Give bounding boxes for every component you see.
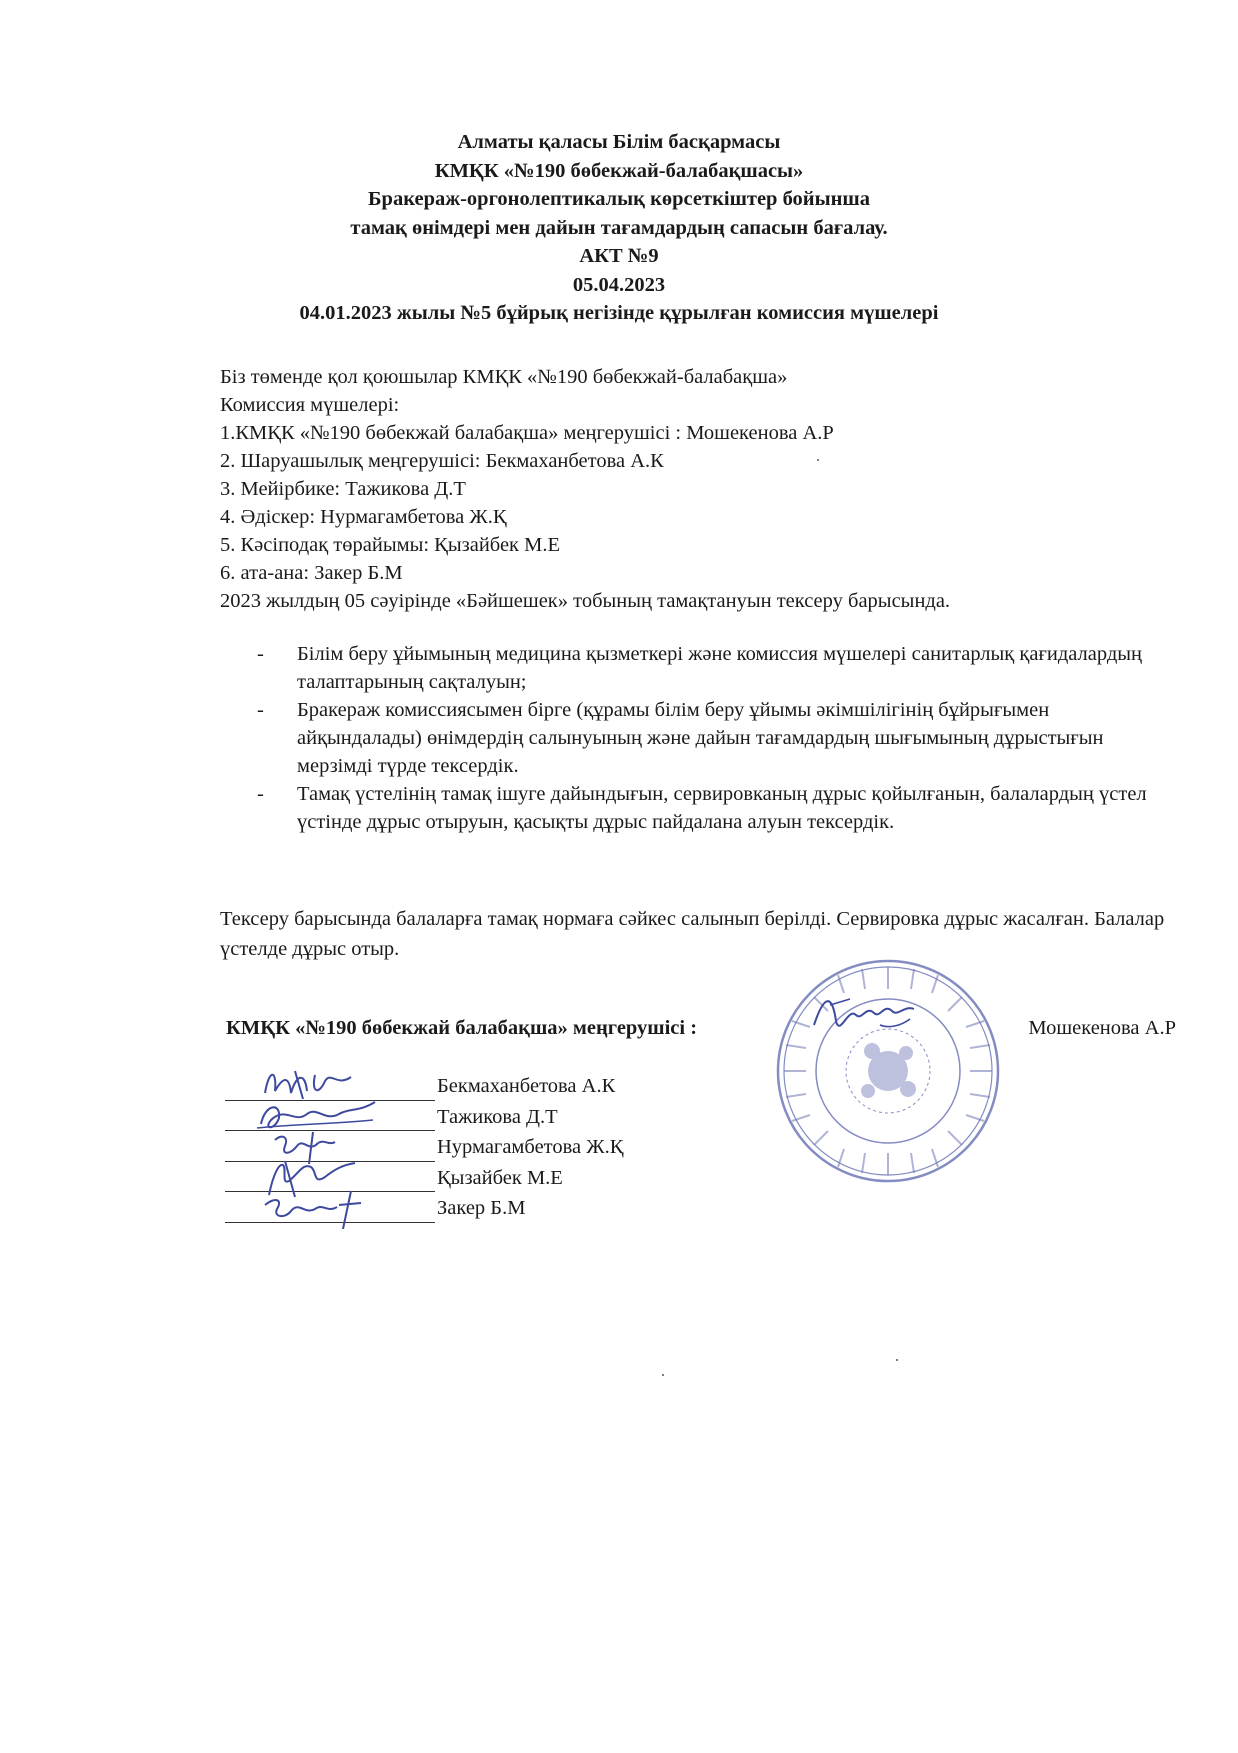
commission-member: 6. ата-ана: Закер Б.М [220, 562, 403, 584]
head-name: Мошекенова А.Р [1028, 1017, 1176, 1039]
checklist-item [257, 780, 1167, 836]
bullet-dash: - [257, 783, 264, 805]
checklist-item [257, 640, 1167, 696]
commission-member: 5. Кәсіподақ төрайымы: Қызайбек М.Е [220, 534, 561, 556]
inspection-result: Тексеру барысында балаларға тамақ нормаға сәйкес салынып берілді. Сервировка дұрыс жасалған. Балалар үстелде дұрыс отыр. [220, 908, 1165, 960]
scan-speck [896, 1359, 898, 1361]
signatory-name: Қызайбек М.Е [437, 1166, 563, 1189]
inspection-statement: 2023 жылдың 05 сәуірінде «Бәйшешек» тобының тамақтануын тексеру барысында. [220, 590, 951, 612]
signatory-name: Закер Б.М [437, 1197, 526, 1219]
signatory-name: Бекмаханбетова А.К [437, 1075, 616, 1097]
head-role: КМҚК «№190 бөбекжай балабақша» меңгерушісі : [226, 1017, 698, 1039]
header-subject-line-1: Бракераж-оргонолептикалық көрсеткіштер бойынша [367, 188, 870, 210]
commission-basis: 04.01.2023 жылы №5 бұйрық негізінде құрылған комиссия мүшелері [299, 302, 939, 324]
checklist-item [257, 696, 1167, 780]
document-header [0, 128, 1238, 328]
commission-member: 3. Мейірбике: Тажикова Д.Т [220, 478, 466, 500]
scan-speck [662, 1374, 664, 1376]
act-number: АКТ №9 [579, 245, 659, 267]
checklist-item-text: Бракераж комиссиясымен бірге (құрамы білім беру ұйымы әкімшілігінің бұйрығымен айқындалады) өнімдердің салынуының және дайын тағамдардың шығымының дұрыстығын мерзімді түрде тексердік. [297, 699, 1104, 777]
header-organization: КМҚК «№190 бөбекжай-балабақшасы» [434, 159, 804, 182]
intro-line: Біз төменде қол қоюшылар КМҚК «№190 бөбекжай-балабақша» [220, 366, 788, 388]
signatory-name: Тажикова Д.Т [437, 1105, 558, 1128]
commission-intro [220, 363, 950, 615]
bullet-dash: - [257, 699, 264, 721]
bullet-dash: - [257, 643, 264, 665]
intro-line: Комиссия мүшелері: [220, 394, 400, 416]
checklist-item-text: Білім беру ұйымының медицина қызметкері және комиссия мүшелері санитарлық қағидалардың талаптарының сақталуын; [297, 643, 1143, 693]
header-subject-line-2: тамақ өнімдері мен дайын тағамдардың сапасын бағалау. [350, 216, 888, 239]
head-signature-line [226, 1017, 1176, 1040]
scan-speck [817, 459, 819, 461]
act-date: 05.04.2023 [572, 273, 666, 296]
commission-member: 1.КМҚК «№190 бөбекжай балабақша» меңгерушісі : Мошекенова А.Р [220, 422, 834, 444]
signature-scribble-icon [255, 1185, 375, 1229]
header-authority: Алматы қаласы Білім басқармасы [457, 131, 781, 153]
inspection-checklist [257, 640, 1167, 836]
commission-member: 2. Шаруашылық меңгерушісі: Бекмаханбетова А.К [220, 450, 664, 472]
commission-member: 4. Әдіскер: Нурмагамбетова Ж.Қ [220, 506, 507, 528]
signatory-name: Нурмагамбетова Ж.Қ [437, 1136, 624, 1158]
checklist-item-text: Тамақ үстелінің тамақ ішуге дайындығын, сервировканың дұрыс қойылғанын, балалардың үстел үстінде дұрыс отыруын, қасықты дұрыс пайдалана алуын тексердік. [297, 783, 1147, 833]
